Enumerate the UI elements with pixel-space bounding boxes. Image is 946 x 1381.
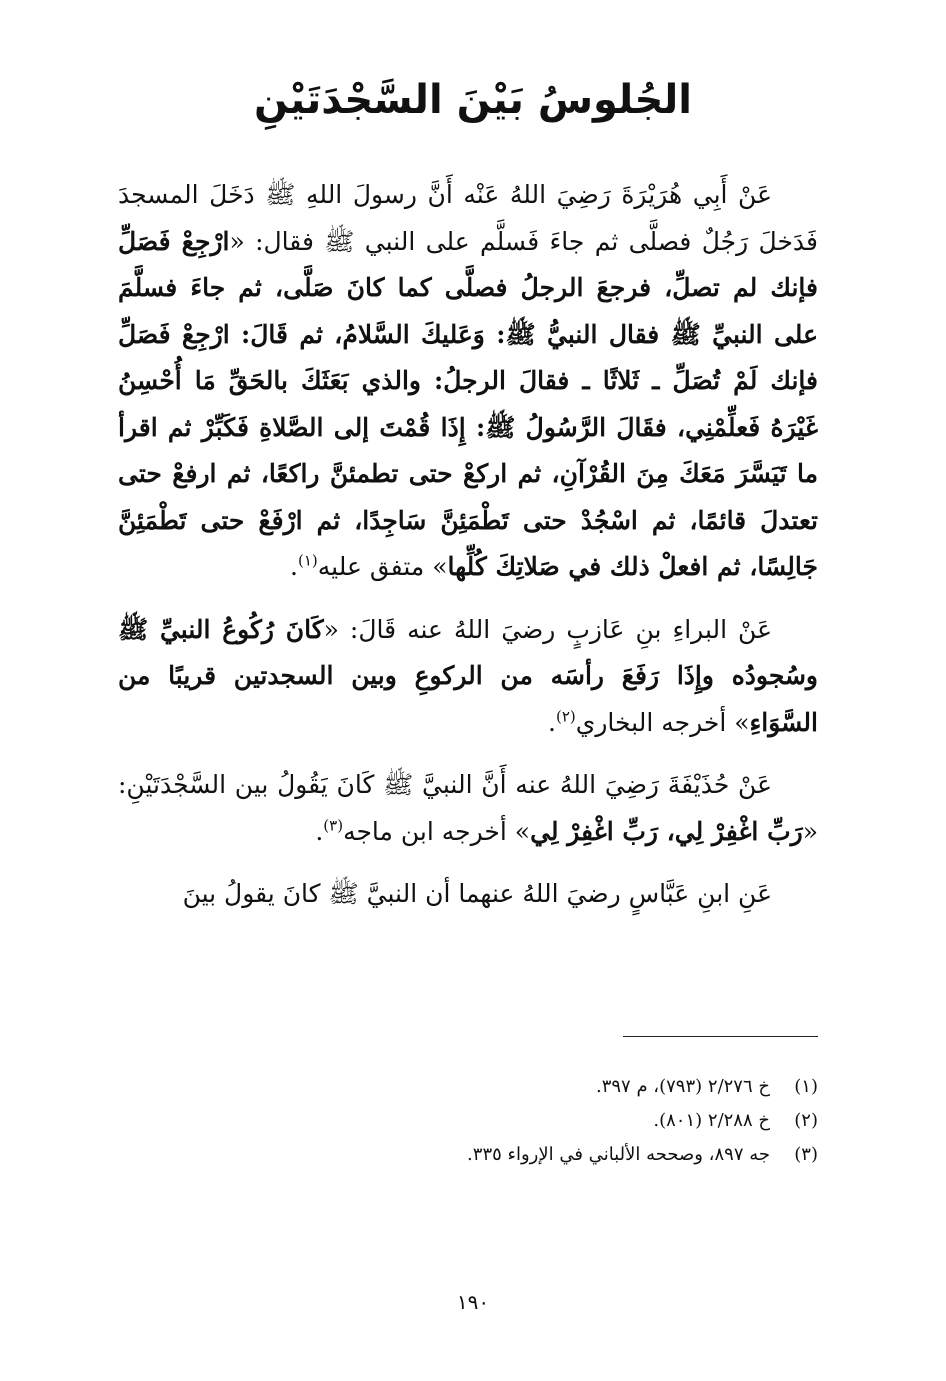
hadith-paragraph-2 [118,607,818,747]
footnote-2-text: خ ٢/٢٨٨ (٨٠١). [653,1110,770,1131]
footnote-3-number: (٣) [794,1144,818,1165]
footnote-divider [623,1036,818,1037]
footnote-3 [118,1138,818,1172]
footnote-3-text: جه ٨٩٧، وصححه الألباني في الإرواء ٣٣٥. [467,1144,770,1165]
hadith-2-end: . [548,707,556,737]
hadith-1-outro: » متفق عليه [317,552,448,581]
footnote-ref-3: (٣) [323,816,344,835]
footnote-2-number: (٢) [794,1110,818,1131]
footnotes [118,1070,818,1172]
hadith-3-outro: » أخرجه ابن ماجه [343,816,531,846]
footnote-1-text: خ ٢/٢٧٦ (٧٩٣)، م ٣٩٧. [595,1076,770,1097]
hadith-paragraph-4 [118,871,818,918]
footnote-1-number: (١) [794,1076,818,1097]
hadith-2-quote: كَانَ رُكُوعُ النبيِّ ﷺ وسُجودُه وإِذَا رَفَعَ رأسَه من الركوعِ وبين السجدتين قريبًا من السَّوَاءِ [118,614,818,737]
hadith-1-intro: عَنْ أَبِي هُرَيْرَةَ رَضِيَ اللهُ عَنْه أَنَّ رسولَ اللهِ ﷺ دَخَلَ المسجدَ فَدَخلَ رَجُلٌ فصلَّى ثم جاءَ فَسلَّم على النبي ﷺ فقال: « [118,180,818,256]
footnote-1 [118,1070,818,1104]
hadith-2-intro: عَنْ البراءِ بنِ عَازبٍ رضيَ اللهُ عنه قَالَ: « [323,614,772,644]
hadith-2-outro: » أخرجه البخاري [575,707,750,737]
hadith-3-intro: عَنْ حُذَيْفَةَ رَضِيَ اللهُ عنه أَنَّ النبيَّ ﷺ كَانَ يَقُولُ بين السَّجْدَتَيْنِ: « [118,770,818,846]
hadith-1-quote: ارْجِعْ فَصَلِّ فإنك لم تصلِّ، فرجعَ الرجلُ فصلَّى كما كانَ صَلَّى، ثم جاءَ فسلَّمَ على النبيِّ ﷺ فقال النبيُّ ﷺ: وَعَليكَ السَّلامُ، ثم قَالَ: ارْجِعْ فَصَلِّ فإنك لَمْ تُصَلِّ ـ ثَلاثًا ـ فقالَ الرجلُ: والذي بَعَثَكَ بالحَقِّ مَا أُحْسِنُ غَيْرَهُ فَعلِّمْنِي، فقَالَ الرَّسُولُ ﷺ: إِذَا قُمْتَ إلى الصَّلاةِ فَكَبِّرْ ثم اقرأ ما تَيَسَّرَ مَعَكَ مِنَ القُرْآنِ، ثم اركعْ حتى تطمئنَّ راكعًا، ثم ارفعْ حتى تعتدلَ قائمًا، ثم اسْجُدْ حتى تَطْمَئِنَّ سَاجِدًا، ثم ارْفَعْ حتى تَطْمَئِنَّ جَالِسًا، ثم افعلْ ذلك في صَلاتِكَ كُلِّها [118,226,818,581]
hadith-4-intro: عَنِ ابنِ عَبَّاسٍ رضيَ اللهُ عنهما أن النبيَّ ﷺ كانَ يقولُ بينَ [182,879,772,908]
hadith-3-quote: رَبِّ اغْفِرْ لِي، رَبِّ اغْفِرْ لِي [530,816,803,846]
hadith-1-end: . [290,552,298,581]
hadith-paragraph-3 [118,762,818,855]
footnote-2 [118,1104,818,1138]
page-title: الجُلوسُ بَيْنَ السَّجْدَتَيْنِ [253,77,693,123]
body-text [118,172,818,934]
footnote-ref-1: (١) [297,551,318,570]
hadith-3-end: . [315,816,324,846]
page-number: ١٩٠ [456,1290,490,1314]
hadith-paragraph-1 [118,172,818,591]
footnote-ref-2: (٢) [555,707,576,726]
